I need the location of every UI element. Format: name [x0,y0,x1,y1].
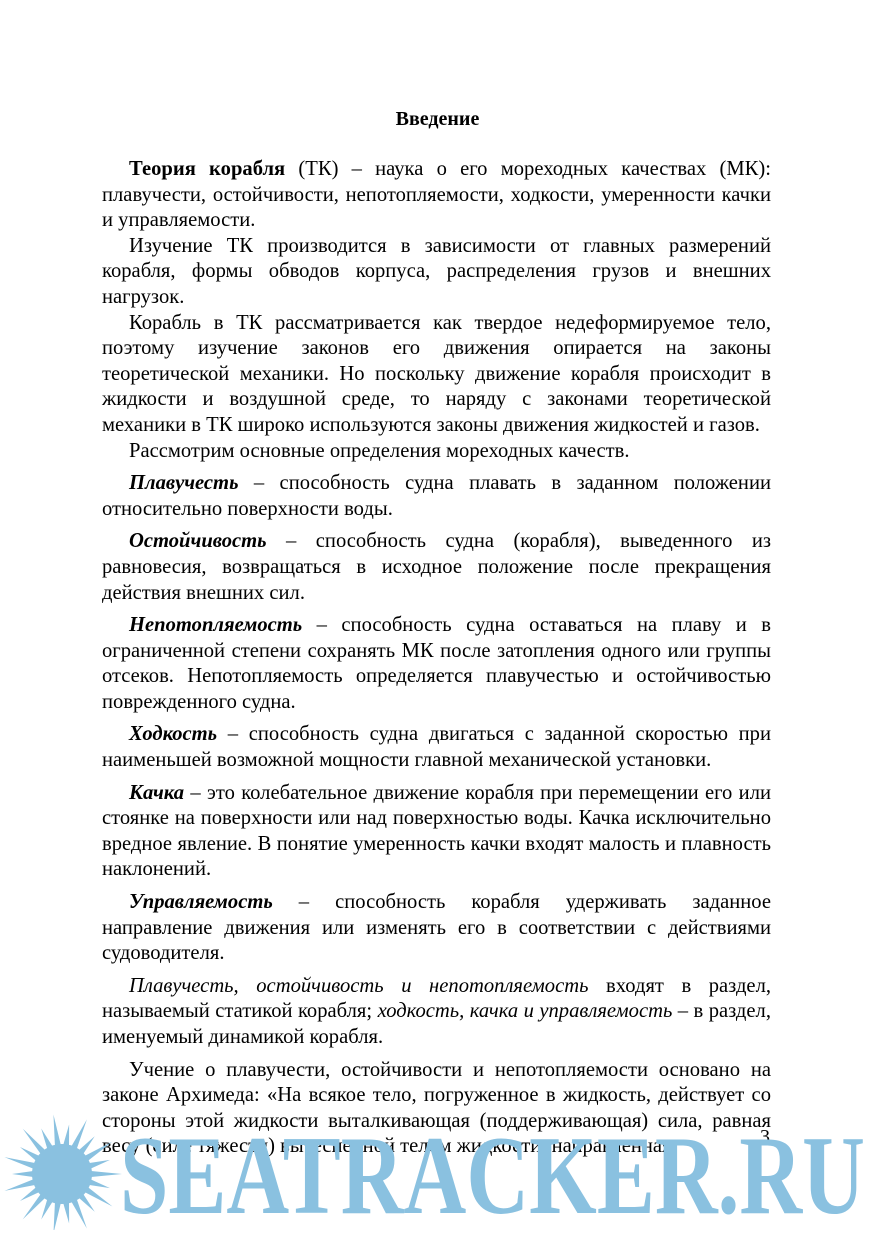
sun-ray [12,1171,34,1177]
page-title: Введение [395,108,480,130]
text-run: – это колебательное движение корабля при перемещении его или стоянке на поверхности или над поверхностью воды. Качка исключительно вредное явление. В понятие умеренность качки входят малость и плавность наклонений. [102,781,771,881]
text-run: – способность корабля удерживать заданное направление движения или изменять его в соответствии с действиями судоводителя. [102,891,771,965]
paragraph [102,439,771,465]
text-run: входят в раздел, называемый статикой корабля; [102,974,771,1023]
text-run: – способность судна оставаться на плаву и в ограниченной степени сохранять МК после затопления одного или группы отсеков. Непотопляемость определяется плавучестью и остойчивостью поврежденного судна. [102,614,771,713]
sun-ray [90,1171,122,1177]
body-text [102,157,771,1160]
sun-ray [4,1157,36,1169]
paragraph [102,613,771,715]
sun-icon [0,1112,140,1230]
term: ходкость, качка и управляемость [377,1000,673,1023]
text-run: – способность судна плавать в заданном положении относительно поверхности воды. [102,472,771,520]
term: Плавучесть, остойчивость и непотопляемость [129,974,589,997]
text-run: (ТК) – наука о его мореходных качествах (МК): плавучести, остойчивости, непотопляемости, ходкости, умеренности качки и управляемости. [102,158,771,232]
term: Управляемость [129,891,273,914]
paragraph [102,781,771,883]
sun-ray [63,1201,69,1223]
term: Непотопляемость [129,614,303,637]
sun-ray [63,1125,69,1147]
watermark-text: SEATRACKER.RU [120,1127,865,1222]
term: Ходкость [129,723,218,746]
term: Плавучесть [129,472,239,495]
text-run: – способность судна (корабля), выведенного из равновесия, возвращаться в исходное положение после прекращения действия внешних сил. [102,530,771,604]
paragraph [102,471,771,522]
text-run: – способность судна двигаться с заданной скоростью при наименьшей возможной мощности главной механической установки. [102,723,771,772]
paragraph [102,157,771,234]
text-run: – в раздел, именуемый динамикой корабля. [102,1000,771,1048]
term: Качка [129,781,185,804]
sun-ray [53,1201,61,1230]
page-number: 3 [760,1126,770,1148]
paragraph [102,529,771,606]
text-run: Корабль в ТК рассматривается как твердое недеформируемое тело, поэтому изучение законов его движения опирается на законы теоретической механики. Но поскольку движение корабля происходит в жидкости и воздушной среде, то наряду с законами теоретической механики в ТК широко используются законы движения жидкостей и газов. [102,311,771,436]
text-run: Учение о плавучести, остойчивости и непотопляемости основано на законе Архимеда: «На всякое тело, погруженное в жидкость, действует со стороны этой жидкости выталкивающая (поддерживающая) сила, равная весу (силе тяжести) вытесненной телом жидкости, направленная [102,1058,771,1158]
paragraph [102,722,771,773]
text-run: Изучение ТК производится в зависимости от главных размерений корабля, формы обводов корпуса, распределения грузов и внешних нагрузок. [102,234,771,308]
sun-ray [53,1115,61,1147]
paragraph [102,234,771,311]
watermark-logo-text [120,1127,870,1222]
term: Остойчивость [129,530,267,553]
paragraph [102,974,771,1051]
text-run: Рассмотрим основные определения мореходных качеств. [129,439,630,462]
paragraph [102,311,771,439]
paragraph [102,890,771,967]
term: Теория корабля [129,158,286,180]
sun-ray [4,1179,36,1191]
